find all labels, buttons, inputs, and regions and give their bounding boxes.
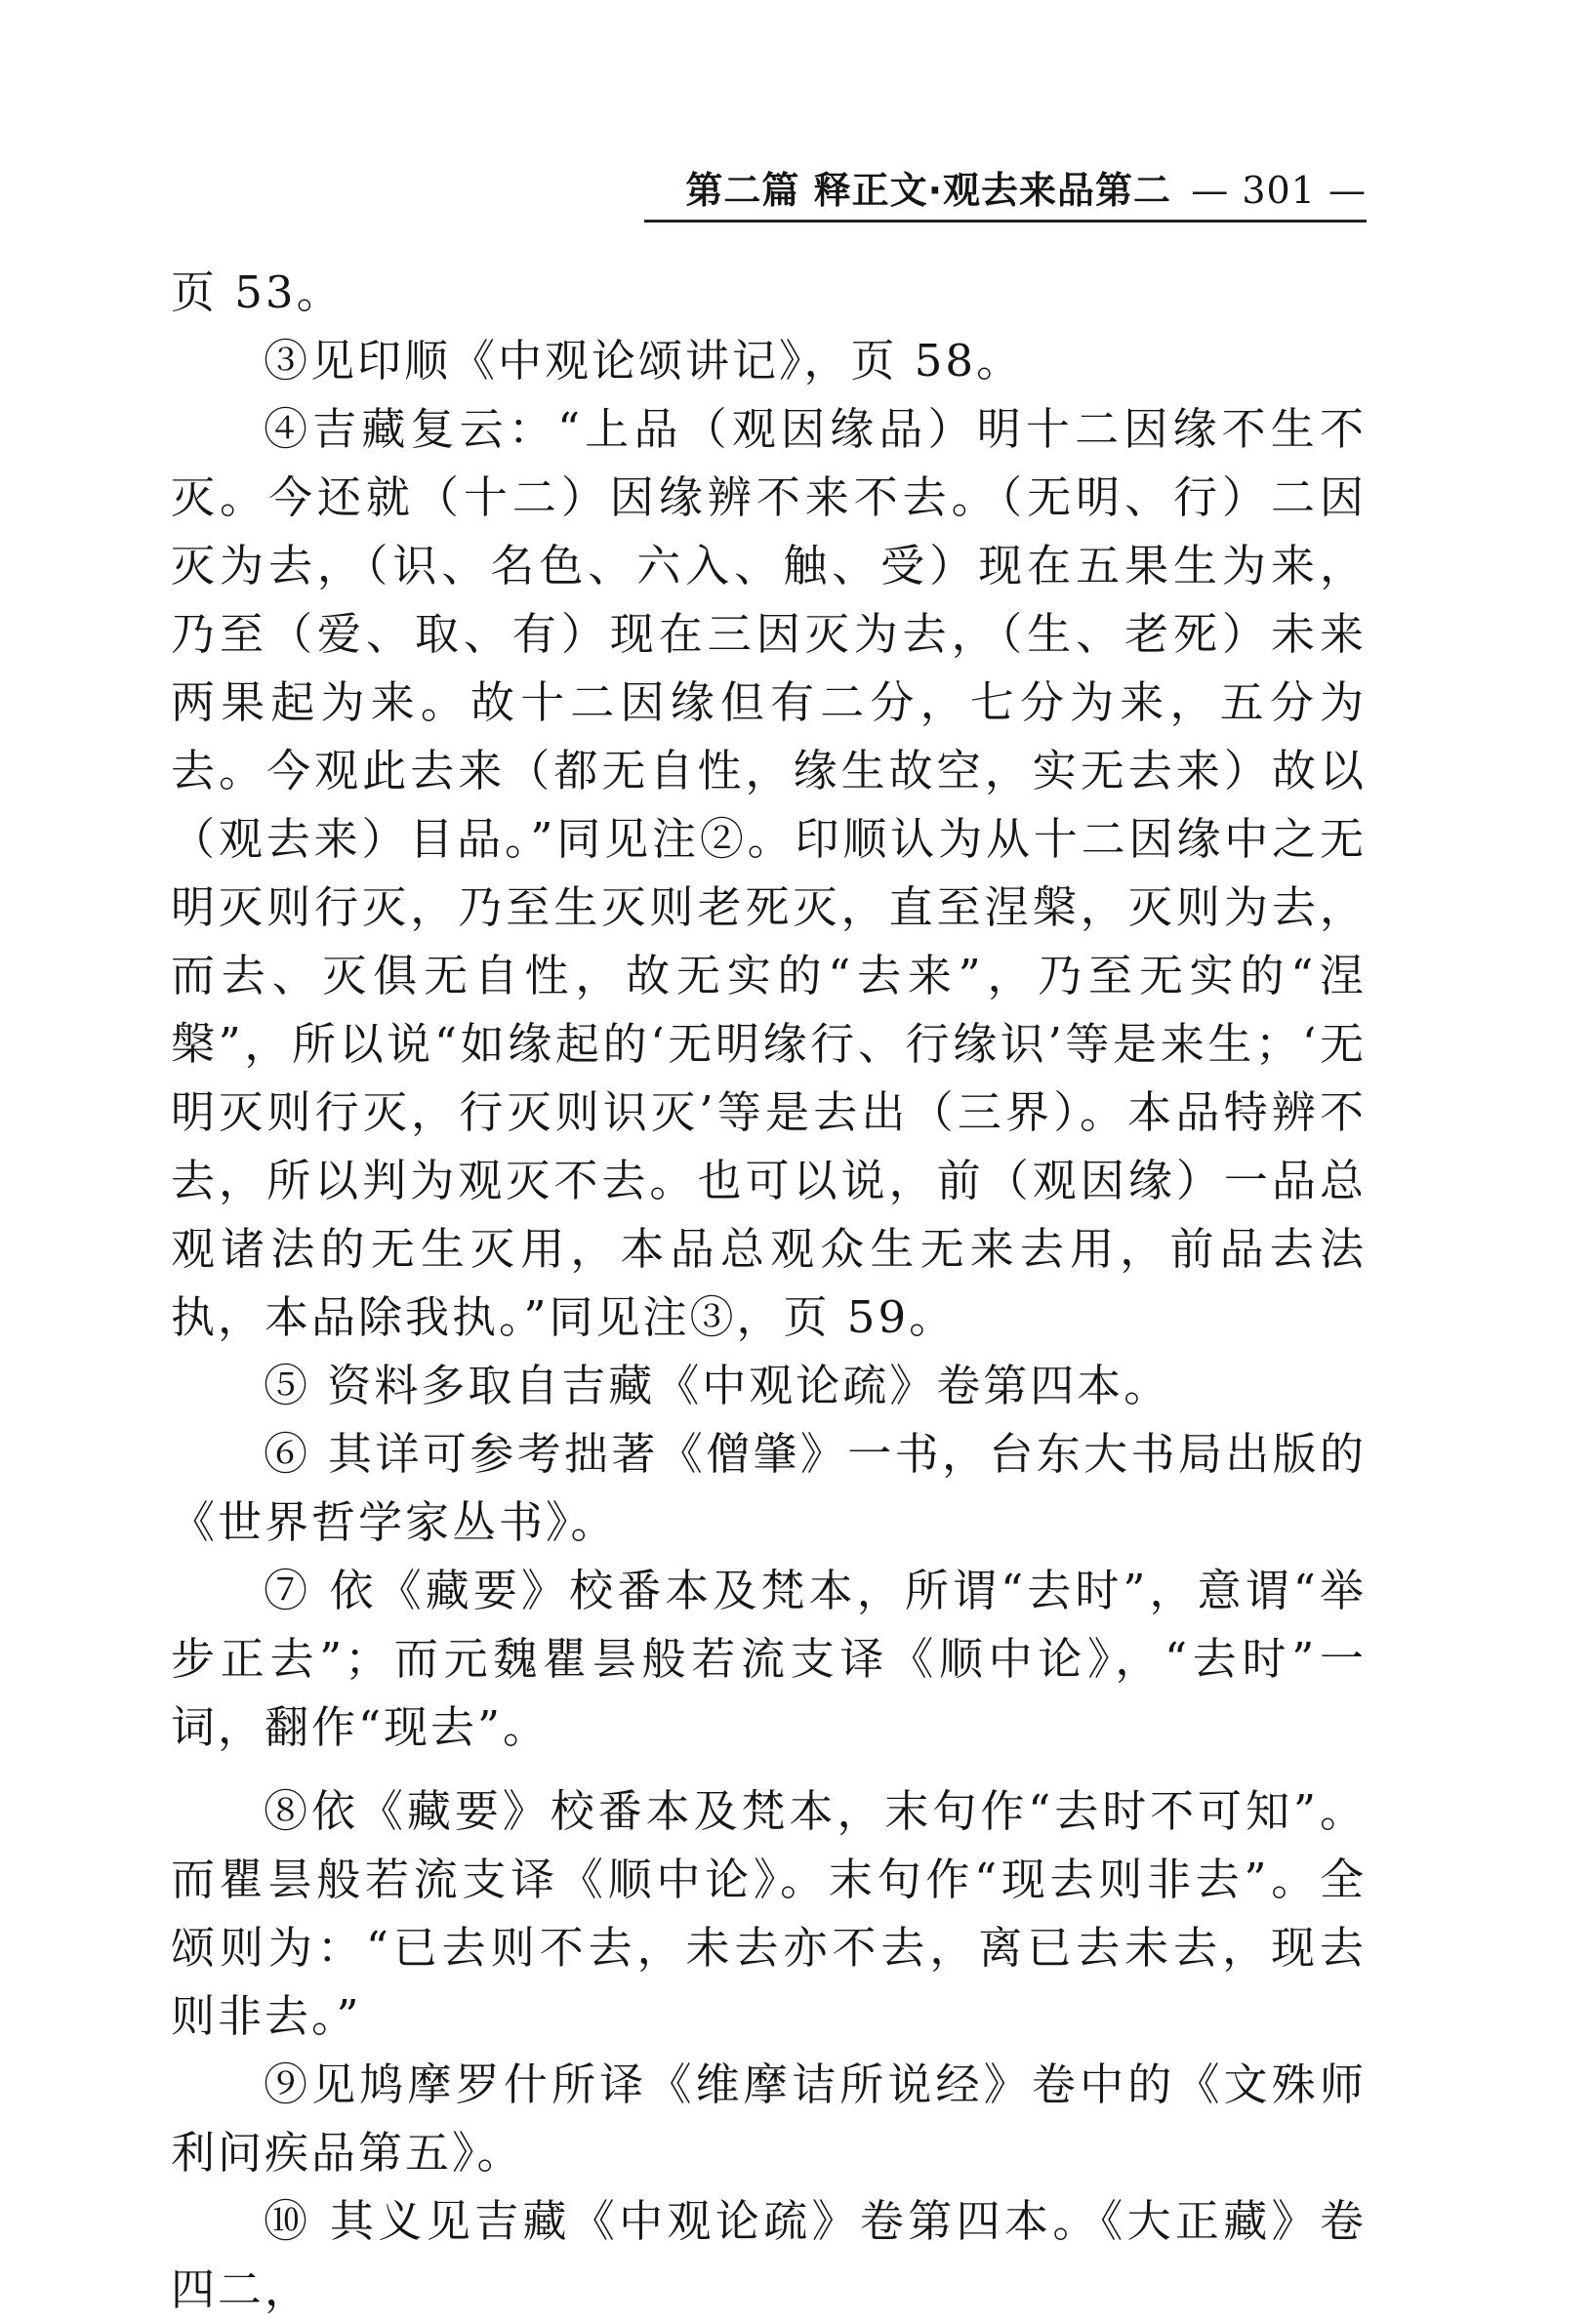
note-10: ⑩ 其义见吉藏《中观论疏》卷第四本。《大正藏》卷四二， <box>171 2195 1367 2315</box>
note-3: ③见印顺《中观论颂讲记》，页 58。 <box>264 335 1024 387</box>
note-4: ④吉藏复云：“上品（观因缘品）明十二因缘不生不灭。今还就（十二）因缘辨不来不去。（无明、行）二因灭为去，（识、名色、六入、触、受）现在五果生为来，乃至（爱、取、有）现在三因灭为去，（生、老死）未来两果起为来。故十二因缘但有二分，七分为来，五分为去。今观此去来（都无自性，缘生故空，实无去来）故以（观去来）目品。”同见注②。印顺认为从十二因缘中之无明灭则行灭，乃至生灭则老死灭，直至涅槃，灭则为去，而去、灭俱无自性，故无实的“去来”，乃至无实的“涅槃”，所以说“如缘起的‘无明缘行、行缘识’等是来生；‘无明灭则行灭，行灭则识灭’等是去出（三界）。本品特辨不去，所以判为观灭不去。也可以说，前（观因缘）一品总观诸法的无生灭用，本品总观众生无来去用，前品去法执，本品除我执。”同见注③，页 59。 <box>171 403 1367 1343</box>
note-6: ⑥ 其详可参考拙著《僧肇》一书，台东大书局出版的《世界哲学家丛书》。 <box>171 1428 1367 1548</box>
note-9: ⑨见鸠摩罗什所译《维摩诘所说经》卷中的《文殊师利问疾品第五》。 <box>171 2059 1367 2179</box>
running-title: 第二篇 释正文·观去来品第二 <box>685 169 1172 212</box>
note-8: ⑧依《藏要》校番本及梵本，末句作“去时不可知”。而瞿昙般若流支译《顺中论》。末句作“现去则非去”。全颂则为：“已去则不去，未去亦不去，离已去未去，现去则非去。” <box>171 1785 1367 2042</box>
note-5: ⑤ 资料多取自吉藏《中观论疏》卷第四本。 <box>264 1360 1171 1411</box>
note-7: ⑦ 依《藏要》校番本及梵本，所谓“去时”，意谓“举步正去”；而元魏瞿昙般若流支译《顺中论》，“去时”一词，翻作“现去”。 <box>171 1565 1367 1753</box>
endnotes-body <box>171 259 1367 2324</box>
running-header <box>644 161 1367 223</box>
page-number: — 301 — <box>1191 169 1367 212</box>
note-continuation: 页 53。 <box>171 266 344 318</box>
